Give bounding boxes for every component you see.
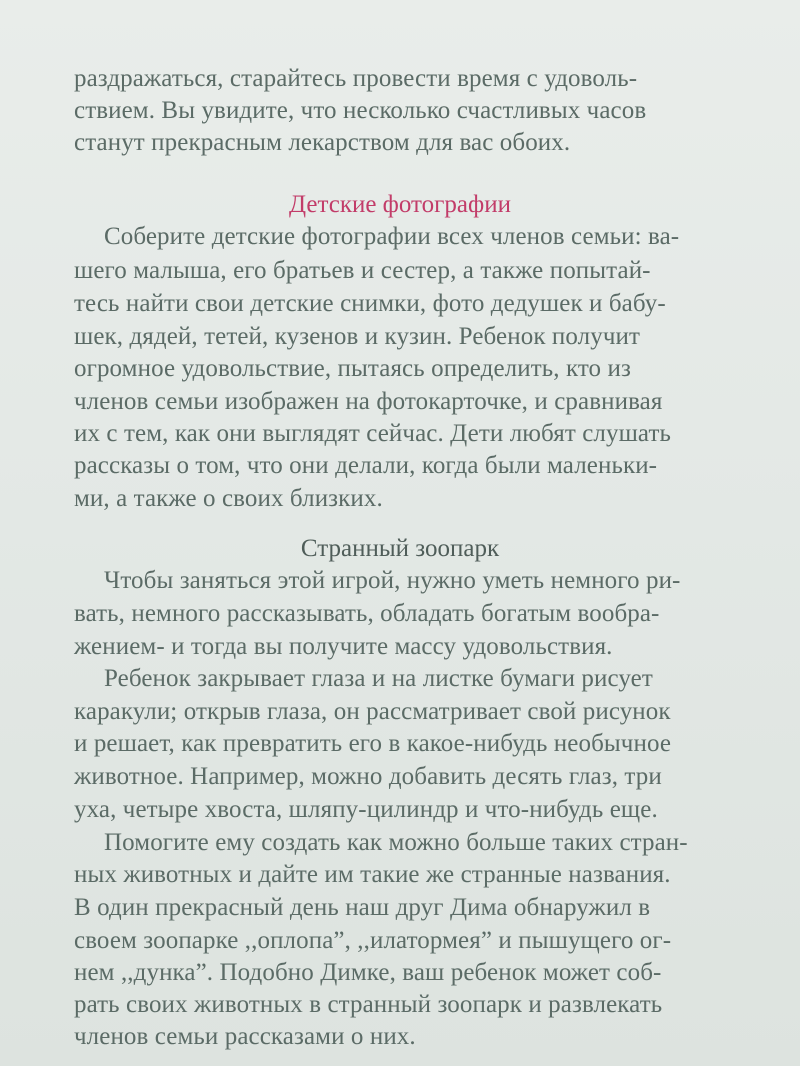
zoo-line-6: и решает, как превратить его в какое-нибудь необычное <box>74 730 672 757</box>
zoo-line-2: вать, немного рассказывать, обладать богатым вообра- <box>74 600 660 627</box>
photos-line-2: шего малыша, его братьев и сестер, а также попытай- <box>74 257 651 284</box>
photos-line-8: рассказы о том, что они делали, когда были маленьки- <box>74 452 658 479</box>
intro-line-2: ствием. Вы увидите, что несколько счастливых часов <box>74 97 647 124</box>
zoo-line-15: членов семьи рассказами о них. <box>74 1023 416 1050</box>
photos-line-7: их с тем, как они выглядят сейчас. Дети любят слушать <box>74 420 672 447</box>
zoo-line-12: своем зоопарке ,,оплопа”, ,,илатормея” и пышущего ог- <box>74 927 672 954</box>
zoo-line-8: уха, четыре хвоста, шляпу-цилиндр и что-нибудь еще. <box>74 796 658 823</box>
zoo-line-7: животное. Например, можно добавить десять глаз, три <box>74 763 662 790</box>
zoo-line-14: рать своих животных в странный зоопарк и развлекать <box>74 991 663 1018</box>
photos-line-5: огромное удовольствие, пытаясь определить, кто из <box>74 355 631 382</box>
zoo-line-10: ных животных и дайте им такие же странные названия. <box>74 861 671 888</box>
zoo-line-9: Помогите ему создать как можно больше таких стран- <box>104 829 688 856</box>
section-title-photos: Детские фотографии <box>289 191 511 218</box>
photos-line-4: шек, дядей, тетей, кузенов и кузин. Ребенок получит <box>74 323 641 350</box>
zoo-line-13: нем ,,дунка”. Подобно Димке, ваш ребенок может соб- <box>74 959 662 986</box>
intro-line-3: станут прекрасным лекарством для вас обоих. <box>74 129 571 156</box>
zoo-line-1: Чтобы заняться этой игрой, нужно уметь немного ри- <box>104 567 681 594</box>
photos-line-1: Соберите детские фотографии всех членов семьи: ва- <box>104 223 680 250</box>
zoo-line-5: каракули; открыв глаза, он рассматривает свой рисунок <box>74 698 671 725</box>
intro-line-1: раздражаться, старайтесь провести время с удоволь- <box>74 65 638 92</box>
photos-line-6: членов семьи изображен на фотокарточке, и сравнивая <box>74 388 663 415</box>
zoo-line-11: В один прекрасный день наш друг Дима обнаружил в <box>74 894 651 921</box>
section-title-zoo: Странный зоопарк <box>300 535 500 562</box>
zoo-line-3: жением- и тогда вы получите массу удовольствия. <box>74 633 613 660</box>
zoo-line-4: Ребенок закрывает глаза и на листке бумаги рисует <box>104 665 653 692</box>
photos-line-9: ми, а также о своих близких. <box>74 485 383 512</box>
photos-line-3: тесь найти свои детские снимки, фото дедушек и бабу- <box>74 290 666 317</box>
